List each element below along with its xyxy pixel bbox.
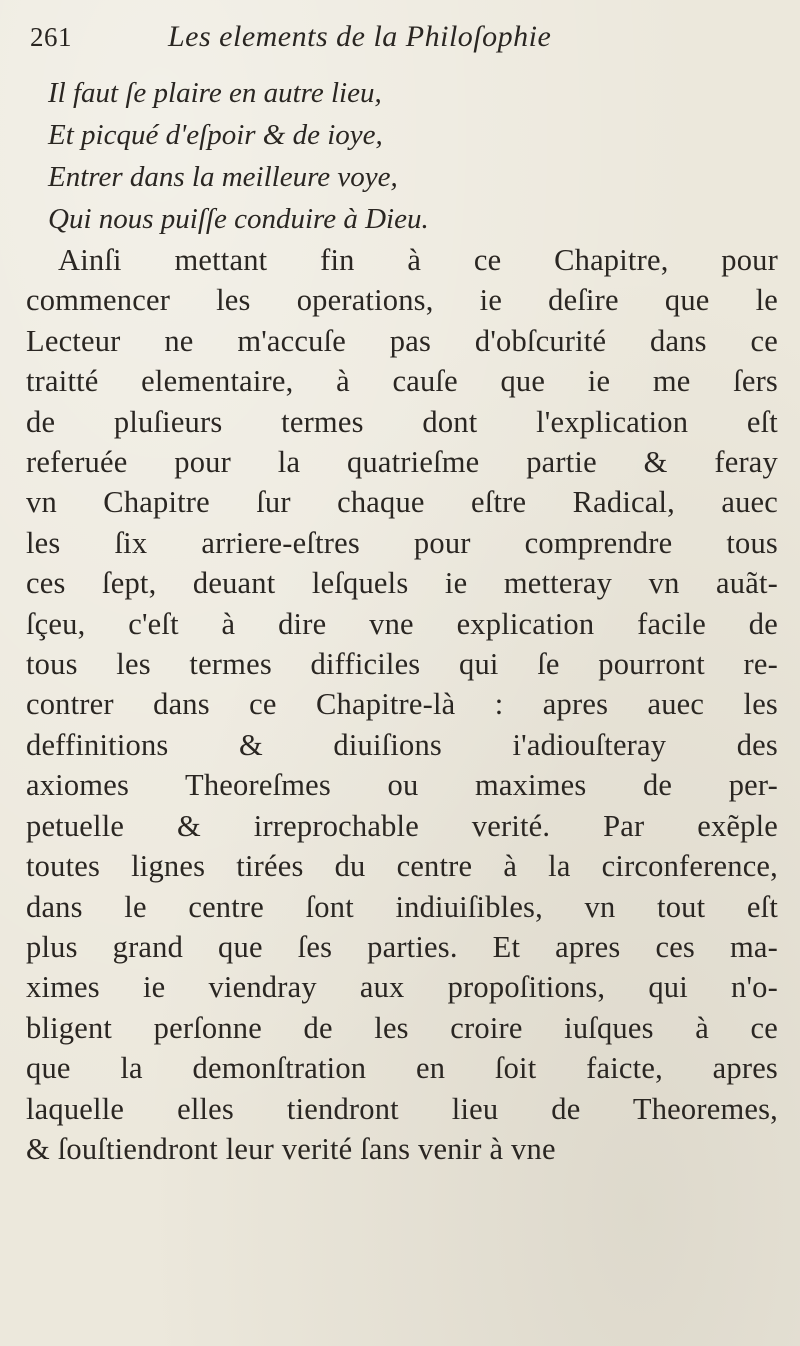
prose-line: les ſix arriere-eſtres pour comprendre tous [26,525,778,560]
prose-line: ces ſept, deuant leſquels ie metteray vn auãt- [26,566,778,601]
prose-line: commencer les operations, ie deſire que le [26,283,778,318]
prose-line: traitté elementaire, à cauſe que ie me ſers [26,364,778,399]
prose-line: petuelle & irreprochable verité. Par exẽple [26,808,778,843]
prose-line: plus grand que ſes parties. Et apres ces ma- [26,929,778,964]
prose-line-italic: toutes lignes tirées du centre à la circonference, [26,849,778,884]
prose-line: laquelle elles tiendront lieu de Theoremes, [26,1091,778,1126]
prose-line: contrer dans ce Chapitre-là : apres auec les [26,687,778,722]
verse-line: Qui nous puiſſe conduire à Dieu. [48,203,429,235]
page-header [26,20,778,72]
prose-line: Lecteur ne m'accuſe pas d'obſcurité dans ce [26,323,778,358]
prose-line: vn Chapitre ſur chaque eſtre Radical, auec [26,485,778,520]
verse-line: Entrer dans la meilleure voye, [48,161,398,193]
prose-line: tous les termes difficiles qui ſe pourront re- [26,647,778,682]
verse-block [26,72,778,240]
prose-line: deffinitions & diuiſions i'adiouſteray des [26,727,778,762]
prose-line: de pluſieurs termes dont l'explication eſt [26,404,778,439]
prose-line-italic: dans le centre ſont indiuiſibles, vn tout eſt [26,889,778,924]
prose-line: & ſouſtiendront leur verité ſans venir à vne [26,1131,556,1166]
verse-line: Et picqué d'eſpoir & de ioye, [48,119,383,151]
prose-line: bligent perſonne de les croire iuſques à ce [26,1010,778,1045]
prose-line: ximes ie viendray aux propoſitions, qui n'o- [26,970,778,1005]
page-number: 261 [30,22,72,52]
prose-paragraph [26,240,778,1169]
verse-line: Il faut ſe plaire en autre lieu, [48,77,382,109]
prose-line: referuée pour la quatrieſme partie & feray [26,445,778,480]
prose-line: que la demonſtration en ſoit faicte, apres [26,1051,778,1086]
prose-line: ſçeu, c'eſt à dire vne explication facile de [26,606,778,641]
prose-line: axiomes Theoreſmes ou maximes de per- [26,768,778,803]
prose-line: Ainſi mettant fin à ce Chapitre, pour [58,243,778,277]
running-title: Les elements de la Philoſophie [168,20,552,53]
